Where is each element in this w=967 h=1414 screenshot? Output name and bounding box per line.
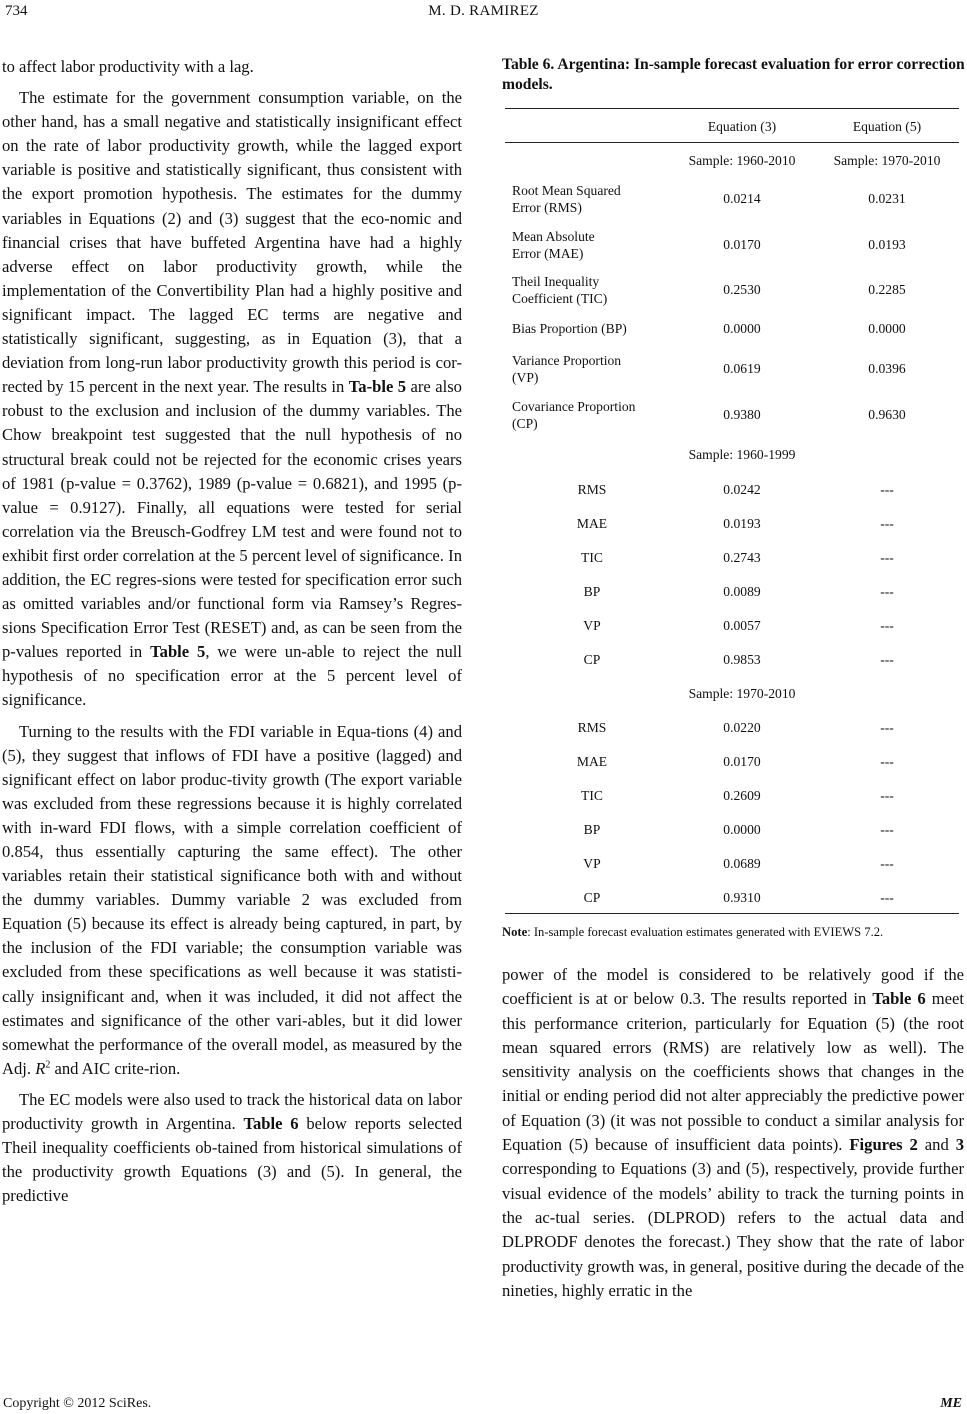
copyright: Copyright © 2012 SciRes.	[3, 1396, 152, 1411]
paragraph: power of the model is considered to be relatively good if the coefficient is at or below 0.3. The results reported in Table 6 meet this performance criterion, particularly for Equation (5) (the root mean squared errors (RMS) are relatively low as well). The sensitivity analysis on the coefficients shows that changes in the initial or ending period did not alter appreciably the predictive power of Equation (3) (it was not possible to conduct a similar analysis for Equation (5) because of insufficient data points). Figures 2 and 3 corresponding to Equations (3) and (5), respectively, provide further visual evidence of the models’ ability to track the turning points in the ac-tual series. (DLPROD) refers to the actual data and DLPRODF denotes the forecast.) They show that the rate of labor productivity growth was, in general, positive during the decade of the nineties, highly erratic in the	[502, 965, 964, 1300]
right-column-text	[502, 963, 964, 1303]
table-reference: Table 5	[150, 642, 206, 662]
paragraph: Turning to the results with the FDI variable in Equa-tions (4) and (5), they suggest that inflows of FDI have a positive (lagged) and significant effect on labor produc-tivity growth (The export variable was excluded from these regressions because it is highly correlated with in-ward FDI flows, with a simple correlation coefficient of 0.854, thus essentially capturing the same effect). The other variables retain their statistical significance both with and without the dummy variables. Dummy variable 2 was excluded from Equation (5) because its effect is already being captured, in part, by the inclusion of the FDI variable; the consumption variable was excluded from these specifications as well because it was statisti-cally insignificant and, when it was included, it did not affect the estimates and significance of the other vari-ables, but it did lower somewhat the performance of the overall model, as measured by the Adj. $R^2$ and AIC crite-rion.	[2, 721, 462, 1078]
table-note: Note: In-sample forecast evaluation estimates generated with EVIEWS 7.2.	[502, 925, 884, 939]
table-reference: Table 6	[243, 1114, 299, 1134]
table-caption: Table 6. Argentina: In-sample forecast evaluation for error correction models.	[502, 56, 965, 93]
page-number: 734	[5, 3, 28, 19]
page-header	[0, 3, 967, 21]
table-reference: Table 6	[872, 989, 926, 1009]
table-reference: Ta-ble 5	[348, 377, 407, 397]
paragraph: The estimate for the government consumption variable, on the other hand, has a small negative and statistically insignificant effect on the rate of labor productivity growth, while the lagged export variable is positive and statistically significant, thus consistent with the export promotion hypothesis. The estimates for the dummy variables in Equations (2) and (3) suggest that the eco-nomic and financial crises that have buffeted Argentina have had a highly adverse effect on labor productivity growth, while the implementation of the Convertibility Plan had a highly positive and significant impact. The lagged EC terms are negative and statistically significant, suggesting, as in Equation (3), that a deviation from long-run labor productivity growth this period is cor-rected by 15 percent in the next year. The results in Ta-ble 5 are also robust to the exclusion and inclusion of the dummy variables. The Chow breakpoint test suggested that the null hypothesis of no structural break could not be rejected for the economic crises years of 1981 (p-value = 0.3762), 1989 (p-value = 0.6821), and 1995 (p-value = 0.9127). Finally, all equations were tested for serial correlation via the Breusch-Godfrey LM test and were found not to exhibit first order correlation at the 5 percent level of significance. In addition, the EC regres-sions were tested for specification error such as omitted variables and/or functional form via Ramsey’s Regres-sions Specification Error Test (RESET) and, as can be seen from the p-values reported in Table 5, we were un-able to reject the null hypothesis of no specification error at the 5 percent level of significance.	[2, 88, 462, 710]
paragraph: The EC models were also used to track the historical data on labor productivity growth in Argentina. Table 6 below reports selected Theil inequality coefficients ob-tained from historical simulations of the productivity growth Equations (3) and (5). In general, the predictive	[2, 1089, 462, 1206]
left-column	[2, 55, 462, 1208]
figure-reference: Figures 2	[849, 1135, 918, 1155]
paragraph: to affect labor productivity with a lag.	[2, 57, 254, 76]
figure-reference: 3	[955, 1135, 964, 1155]
running-title: M. D. RAMIREZ	[428, 3, 539, 19]
journal-abbrev: ME	[940, 1396, 962, 1411]
